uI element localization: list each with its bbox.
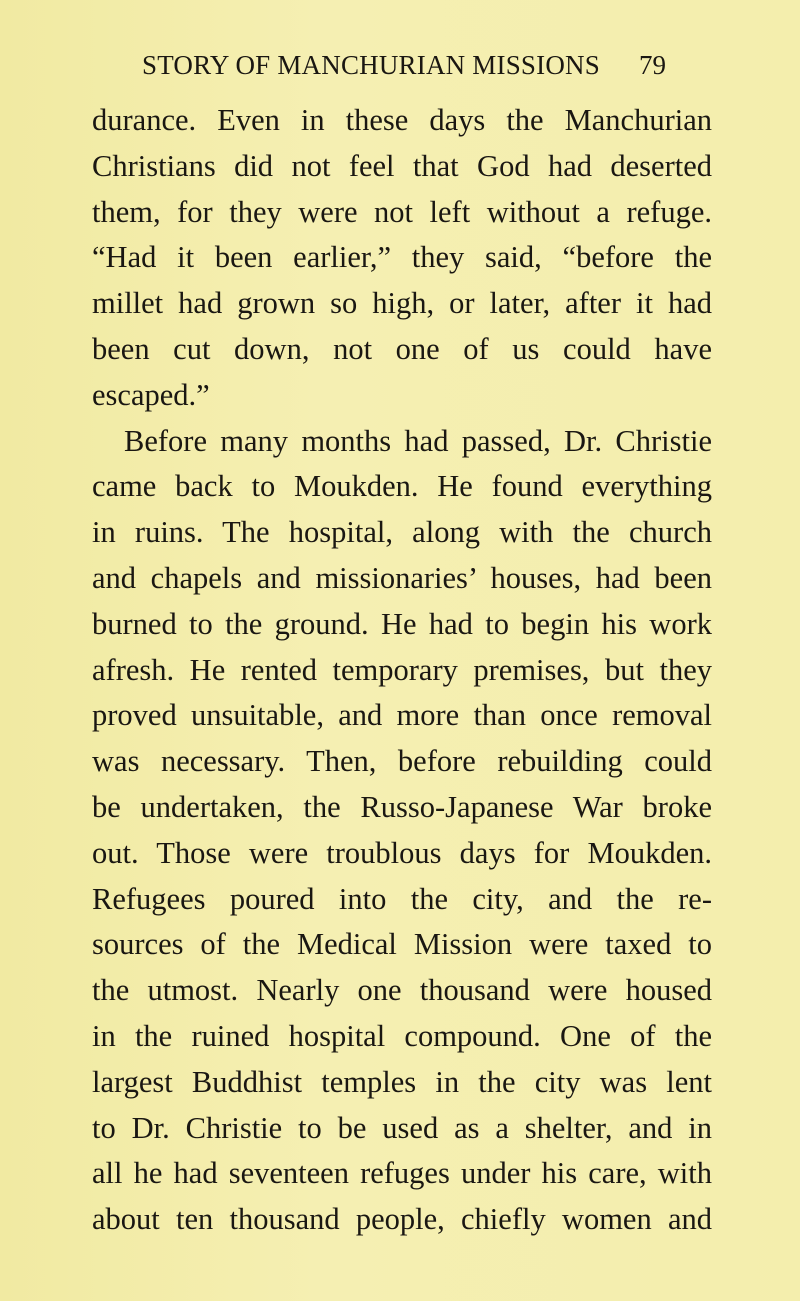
page-number: 79 <box>639 50 666 80</box>
page-header <box>142 50 666 90</box>
text-line: largest Buddhist temples in the city was lent <box>92 1064 712 1099</box>
text-line: burned to the ground. He had to begin his work <box>92 606 712 641</box>
text-line: sources of the Medical Mission were taxed to <box>92 927 712 962</box>
text-line: durance. Even in these days the Manchurian <box>92 103 712 137</box>
text-line: been cut down, not one of us could have <box>92 331 712 366</box>
text-line: out. Those were troublous days for Moukden. <box>92 835 712 870</box>
text-line: “Had it been earlier,” they said, “before the <box>92 240 712 275</box>
text-line: in the ruined hospital compound. One of the <box>92 1018 712 1053</box>
running-title: STORY OF MANCHURIAN MISSIONS <box>142 50 600 80</box>
text-line: Refugees poured into the city, and the re- <box>92 881 712 916</box>
text-line: millet had grown so high, or later, after it had <box>92 286 712 321</box>
text-line: Christians did not feel that God had deserted <box>92 148 712 183</box>
text-line: afresh. He rented temporary premises, but they <box>92 652 712 687</box>
paragraph-start-line: Before many months had passed, Dr. Christie <box>124 423 712 458</box>
text-line: and chapels and missionaries’ houses, had been <box>92 560 712 595</box>
text-line: be undertaken, the Russo-Japanese War broke <box>92 789 712 824</box>
text-line: the utmost. Nearly one thousand were housed <box>92 973 712 1008</box>
text-line: them, for they were not left without a refuge. <box>92 194 712 229</box>
text-line: to Dr. Christie to be used as a shelter, and in <box>92 1110 712 1145</box>
body-text <box>92 98 712 1243</box>
text-line: in ruins. The hospital, along with the church <box>92 515 712 550</box>
text-line: about ten thousand people, chiefly women and <box>92 1202 712 1237</box>
text-line: proved unsuitable, and more than once removal <box>92 698 712 733</box>
text-line: escaped.” <box>92 377 210 412</box>
text-line: came back to Moukden. He found everything <box>92 469 712 504</box>
text-line: was necessary. Then, before rebuilding could <box>92 744 712 779</box>
text-line: all he had seventeen refuges under his care, with <box>92 1156 712 1191</box>
